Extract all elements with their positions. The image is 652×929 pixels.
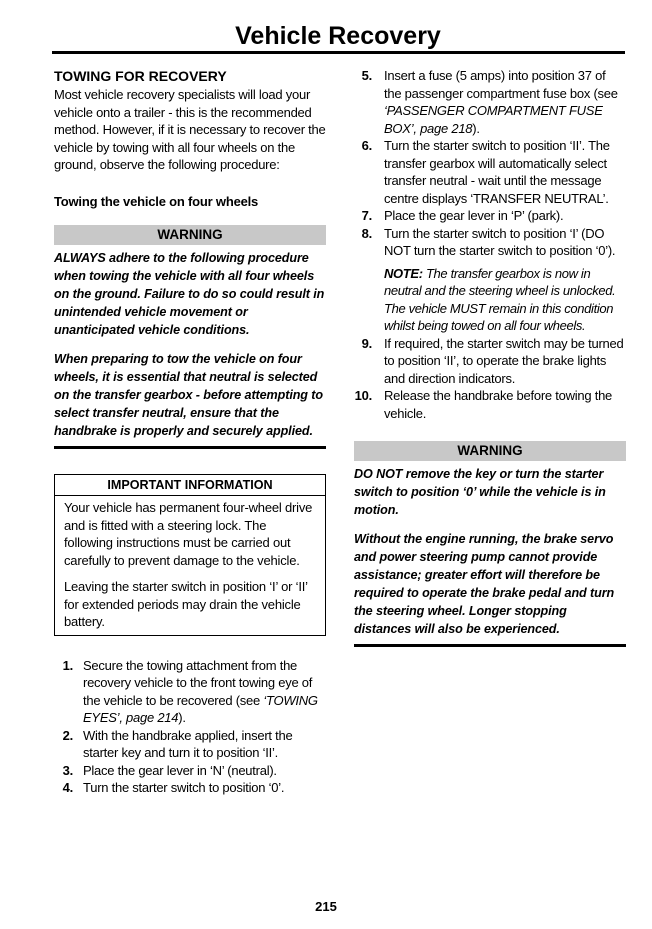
step-number: 7. xyxy=(361,208,372,223)
step-text: Turn the starter switch to position ‘0’. xyxy=(83,780,285,795)
steps-list-continued xyxy=(354,67,626,260)
step-number: 4. xyxy=(62,780,73,795)
warning-paragraph: ALWAYS adhere to the following procedure when towing the vehicle with all four wheels on the ground. Failure to do so could result in unintended vehicle movement or unanticipated vehicle conditions. xyxy=(54,251,325,337)
warning-paragraph: Without the engine running, the brake servo and power steering pump cannot provide assistance; greater effort will therefore be required to operate the brake pedal and turn the steering wheel. Longer stopping distances will also be experienced. xyxy=(354,532,615,636)
step-text: Turn the starter switch to position ‘II’. The transfer gearbox will automatically select transfer neutral - wait until the message centre displays ‘TRANSFER NEUTRAL’. xyxy=(384,138,610,206)
warning-banner: WARNING xyxy=(354,441,626,461)
title-divider xyxy=(52,51,625,54)
section-heading: TOWING FOR RECOVERY xyxy=(54,68,227,84)
step-item xyxy=(54,762,326,780)
step-number: 2. xyxy=(62,727,73,743)
step-item xyxy=(54,779,326,797)
subheading: Towing the vehicle on four wheels xyxy=(54,193,259,209)
page-title: Vehicle Recovery xyxy=(235,22,441,50)
step-number: 3. xyxy=(62,762,73,778)
step-number: 5. xyxy=(361,68,372,83)
info-paragraph: Leaving the starter switch in position ‘I’ or ‘II’ for extended periods may drain the vehicle battery. xyxy=(64,579,308,629)
step-number: 6. xyxy=(361,138,372,153)
warning-text xyxy=(354,465,626,638)
note-text: The transfer gearbox is now in neutral and the steering wheel is unlocked. The vehicle MUST remain in this condition whilst being towed on all four wheels. xyxy=(384,265,616,333)
step-text: If required, the starter switch may be turned to position ‘II’, to operate the brake lights and direction indicators. xyxy=(384,335,624,386)
step-item xyxy=(354,225,626,260)
info-heading: IMPORTANT INFORMATION xyxy=(55,475,325,496)
cross-reference-link[interactable]: ‘PASSENGER COMPARTMENT FUSE BOX’, page 218 xyxy=(384,103,603,136)
step-text-end: ). xyxy=(472,120,480,136)
step-number: 1. xyxy=(62,657,73,673)
steps-list-final xyxy=(354,335,626,423)
step-text: Place the gear lever in ‘N’ (neutral). xyxy=(83,762,277,778)
step-number: 9. xyxy=(361,335,372,351)
right-column xyxy=(354,67,626,647)
step-item xyxy=(354,67,626,137)
info-body xyxy=(55,496,325,635)
warning-banner: WARNING xyxy=(54,225,326,245)
warning-end-rule xyxy=(54,446,326,449)
step-text: Turn the starter switch to position ‘I’ (DO NOT turn the starter switch to position ‘0’). xyxy=(384,225,616,258)
step-item xyxy=(54,727,326,762)
warning-paragraph: When preparing to tow the vehicle on four wheels, it is essential that neutral is selected on the transfer gearbox - before attempting to select transfer neutral, ensure that the handbrake is properly and securely applied. xyxy=(54,352,323,438)
step-text-end: ). xyxy=(178,710,186,725)
step-item xyxy=(354,207,626,225)
note xyxy=(354,265,626,335)
step-text: Insert a fuse (5 amps) into position 37 of the passenger compartment fuse box (see xyxy=(384,68,618,101)
info-paragraph: Your vehicle has permanent four-wheel drive and is fitted with a steering lock. The following instructions must be carried out carefully to prevent damage to the vehicle. xyxy=(64,500,313,568)
note-label: NOTE: xyxy=(384,265,423,281)
page-number: 215 xyxy=(315,899,337,914)
warning-text xyxy=(54,249,326,440)
step-text: Release the handbrake before towing the vehicle. xyxy=(384,388,613,421)
important-info-box xyxy=(54,474,326,636)
cross-reference-link[interactable]: ‘TOWING EYES’, page 214 xyxy=(83,692,318,725)
step-number: 10. xyxy=(354,388,372,403)
step-text: With the handbrake applied, insert the starter key and turn it to position ‘II’. xyxy=(83,727,293,760)
intro-paragraph: Most vehicle recovery specialists will load your vehicle onto a trailer - this is the recommended method. However, if it is necessary to recover the vehicle by towing with all four wheels on the ground, observe the following procedure: xyxy=(54,87,326,172)
step-number: 8. xyxy=(361,225,372,241)
steps-list xyxy=(54,657,326,797)
step-item xyxy=(354,335,626,388)
left-column xyxy=(54,67,326,797)
warning-end-rule xyxy=(354,644,626,647)
step-item xyxy=(354,137,626,207)
step-text: Secure the towing attachment from the recovery vehicle to the front towing eye of the vehicle to be recovered (see xyxy=(83,657,313,708)
step-text: Place the gear lever in ‘P’ (park). xyxy=(384,208,564,223)
warning-paragraph: DO NOT remove the key or turn the starter switch to position ‘0’ while the vehicle is in motion. xyxy=(354,467,606,517)
step-item xyxy=(354,387,626,422)
step-item xyxy=(54,657,326,727)
